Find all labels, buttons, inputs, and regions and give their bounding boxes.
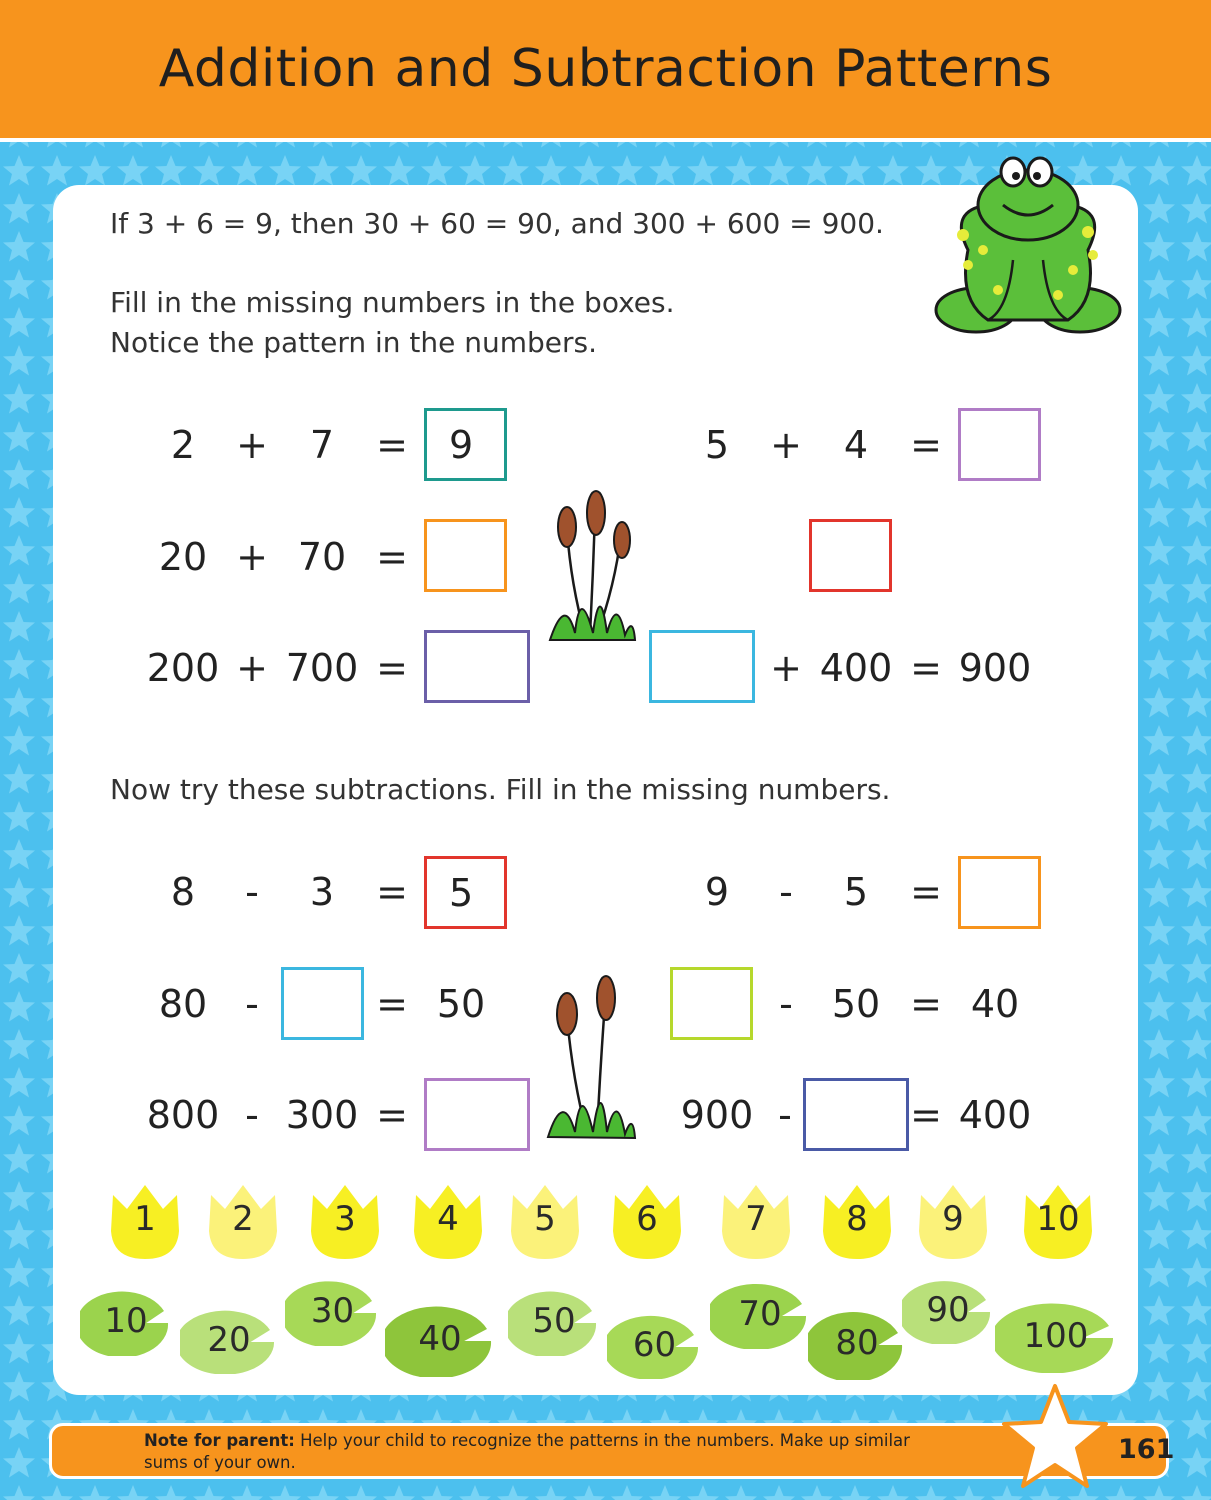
minus-sign: - xyxy=(245,870,259,914)
tulip-number xyxy=(105,1183,185,1263)
answer-box[interactable] xyxy=(670,967,753,1040)
sub-result: 40 xyxy=(970,982,1020,1026)
tulip-label: 4 xyxy=(437,1199,459,1239)
lily-pad-label: 30 xyxy=(310,1291,355,1331)
minus-sign: - xyxy=(245,982,259,1026)
cattail-illustration xyxy=(545,962,640,1142)
tulip-label: 3 xyxy=(334,1199,356,1239)
equals-sign: = xyxy=(910,982,942,1026)
intro-example: If 3 + 6 = 9, then 30 + 60 = 90, and 300 + 600 = 900. xyxy=(110,207,884,240)
add-operand-a: 200 xyxy=(146,646,220,690)
tulip-label: 5 xyxy=(534,1199,556,1239)
equals-sign: = xyxy=(910,423,942,467)
plus-sign: + xyxy=(236,423,268,467)
equals-sign: = xyxy=(376,423,408,467)
answer-box[interactable]: 5 xyxy=(424,856,507,929)
tulip-number xyxy=(716,1183,796,1263)
page-title: Addition and Subtraction Patterns xyxy=(158,39,1053,99)
lily-pad-number xyxy=(285,1280,380,1346)
add-operand-b: 700 xyxy=(285,646,359,690)
answer-box[interactable] xyxy=(424,1078,530,1151)
sub-result: 50 xyxy=(436,982,486,1026)
lily-pad-label: 20 xyxy=(207,1320,251,1360)
minus-sign: - xyxy=(245,1093,259,1137)
lily-pad-label: 60 xyxy=(632,1325,677,1365)
lily-pad-number xyxy=(508,1290,600,1356)
intro-instruction-2: Notice the pattern in the numbers. xyxy=(110,326,598,359)
tulip-number xyxy=(305,1183,385,1263)
minus-sign: - xyxy=(778,1093,792,1137)
tulip-label: 6 xyxy=(636,1199,658,1239)
lily-pad-label: 40 xyxy=(418,1319,462,1359)
sub-operand-a: 800 xyxy=(146,1093,220,1137)
answer-box[interactable] xyxy=(803,1078,909,1151)
plus-sign: + xyxy=(236,535,268,579)
sub-operand-b: 3 xyxy=(309,870,335,914)
answer-box[interactable] xyxy=(958,856,1041,929)
equals-sign: = xyxy=(910,646,942,690)
parent-note-label: Note for parent: xyxy=(144,1431,295,1450)
minus-sign: - xyxy=(779,870,793,914)
subtraction-instruction: Now try these subtractions. Fill in the missing numbers. xyxy=(110,773,891,806)
plus-sign: + xyxy=(770,646,802,690)
tulip-number xyxy=(607,1183,687,1263)
lily-pad-label: 80 xyxy=(835,1323,879,1363)
lily-pad-number xyxy=(808,1310,906,1380)
minus-sign: - xyxy=(779,982,793,1026)
lily-pad-label: 70 xyxy=(738,1294,782,1334)
lily-pad-label: 50 xyxy=(532,1301,576,1341)
equals-sign: = xyxy=(910,870,942,914)
plus-sign: + xyxy=(236,646,268,690)
lily-pad-number xyxy=(385,1305,495,1377)
add-operand-a: 20 xyxy=(158,535,208,579)
tulip-label: 8 xyxy=(846,1199,868,1239)
answer-box[interactable]: 9 xyxy=(424,408,507,481)
tulip-label: 9 xyxy=(942,1199,964,1239)
answer-box[interactable] xyxy=(281,967,364,1040)
add-operand-a: 2 xyxy=(170,423,196,467)
tulip-number xyxy=(1018,1183,1098,1263)
equals-sign: = xyxy=(376,646,408,690)
lily-pad-label: 90 xyxy=(926,1290,970,1330)
answer-box[interactable] xyxy=(958,408,1041,481)
tulip-label: 2 xyxy=(232,1199,254,1239)
tulip-number xyxy=(913,1183,993,1263)
tulip-label: 10 xyxy=(1036,1199,1080,1239)
equals-sign: = xyxy=(376,1093,408,1137)
star-icon xyxy=(1000,1380,1110,1495)
parent-note xyxy=(144,1430,944,1474)
answer-box[interactable] xyxy=(424,519,507,592)
lily-pad-number xyxy=(607,1315,702,1379)
answer-box[interactable] xyxy=(649,630,755,703)
sub-operand-a: 8 xyxy=(170,870,196,914)
add-operand-b: 70 xyxy=(297,535,347,579)
add-operand-a: 5 xyxy=(704,423,730,467)
add-operand-b: 4 xyxy=(843,423,869,467)
intro-instruction-1: Fill in the missing numbers in the boxes. xyxy=(110,286,675,319)
add-operand-b: 7 xyxy=(309,423,335,467)
lily-pad-number xyxy=(180,1310,278,1374)
equals-sign: = xyxy=(376,982,408,1026)
lily-pad-number xyxy=(995,1303,1117,1373)
tulip-label: 1 xyxy=(134,1199,156,1239)
equals-sign: = xyxy=(910,1093,942,1137)
tulip-number xyxy=(817,1183,897,1263)
lily-pad-number xyxy=(710,1283,810,1349)
answer-box[interactable] xyxy=(424,630,530,703)
lily-pad-label: 10 xyxy=(104,1301,148,1341)
equals-sign: = xyxy=(376,870,408,914)
lily-pad-number xyxy=(902,1280,994,1344)
tulip-number xyxy=(408,1183,488,1263)
sub-operand-a: 9 xyxy=(704,870,730,914)
sub-operand-a: 900 xyxy=(680,1093,754,1137)
answer-box[interactable] xyxy=(809,519,892,592)
tulip-number xyxy=(505,1183,585,1263)
lily-pad-label: 100 xyxy=(1023,1316,1089,1356)
sub-operand-a: 80 xyxy=(158,982,208,1026)
sub-operand-b: 50 xyxy=(831,982,881,1026)
sub-result: 400 xyxy=(958,1093,1032,1137)
sub-operand-b: 5 xyxy=(843,870,869,914)
tulip-number xyxy=(203,1183,283,1263)
plus-sign: + xyxy=(770,423,802,467)
add-result: 900 xyxy=(958,646,1032,690)
equals-sign: = xyxy=(376,535,408,579)
sub-operand-b: 300 xyxy=(285,1093,359,1137)
page-header xyxy=(0,0,1211,142)
page-number: 161 xyxy=(1118,1434,1175,1465)
parent-note-text: Help your child to recognize the patterns in the numbers. Make up similar sums of your own. xyxy=(144,1431,910,1472)
cattail-illustration xyxy=(545,485,640,645)
lily-pad-number xyxy=(80,1290,172,1356)
add-operand-b: 400 xyxy=(819,646,893,690)
frog-illustration xyxy=(928,150,1128,350)
tulip-label: 7 xyxy=(745,1199,767,1239)
